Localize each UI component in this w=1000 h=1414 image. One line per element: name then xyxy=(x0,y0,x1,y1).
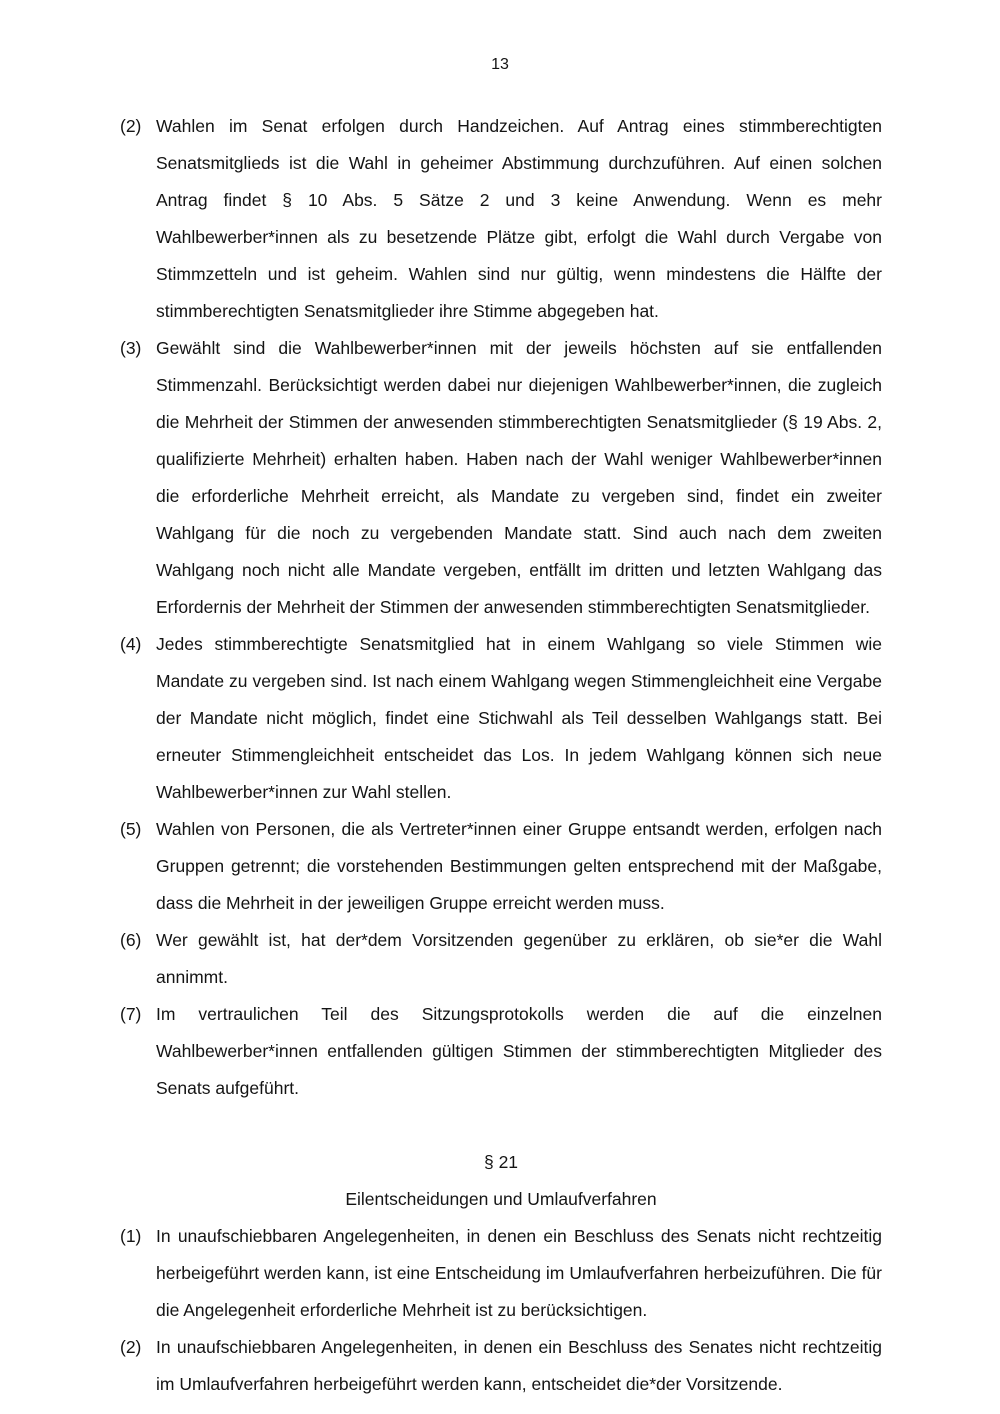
paragraph-text: In unaufschiebbaren Angelegenheiten, in denen ein Beschluss des Senates nicht rechtzeitig im Umlaufverfahren herbeigeführt werden kann, entscheidet die*der Vorsitzende. xyxy=(156,1337,882,1394)
paragraph-text: Gewählt sind die Wahlbewerber*innen mit der jeweils höchsten auf sie entfallenden Stimmenzahl. Berücksichtigt werden dabei nur diejenigen Wahlbewerber*innen, die zugleich die Mehrheit der Stimmen der anwesenden stimmberechtigten Senatsmitglieder (§ 19 Abs. 2, qualifizierte Mehrheit) erhalten haben. Haben nach der Wahl weniger Wahlbewerber*innen die erforderliche Mehrheit erreicht, als Mandate zu vergeben sind, findet ein zweiter Wahlgang für die noch zu vergebenden Mandate statt. Sind auch nach dem zweiten Wahlgang noch nicht alle Mandate vergeben, entfällt im dritten und letzten Wahlgang das Erfordernis der Mehrheit der Stimmen der anwesenden stimmberechtigten Senatsmitglieder. xyxy=(156,338,882,617)
paragraph-text: Jedes stimmberechtigte Senatsmitglied hat in einem Wahlgang so viele Stimmen wie Mandate zu vergeben sind. Ist nach einem Wahlgang wegen Stimmengleichheit eine Vergabe der Mandate nicht möglich, findet eine Stichwahl als Teil desselben Wahlgangs statt. Bei erneuter Stimmengleichheit entscheidet das Los. In jedem Wahlgang können sich neue Wahlbewerber*innen zur Wahl stellen. xyxy=(156,634,882,802)
paragraph-marker: (2) xyxy=(120,116,142,136)
paragraph-item xyxy=(120,108,882,330)
page-number: 13 xyxy=(491,56,509,73)
paragraph-text: Wahlen von Personen, die als Vertreter*innen einer Gruppe entsandt werden, erfolgen nach Gruppen getrennt; die vorstehenden Bestimmungen gelten entsprechend mit der Maßgabe, dass die Mehrheit in der jeweiligen Gruppe erreicht werden muss. xyxy=(156,819,882,913)
paragraph-item xyxy=(120,626,882,811)
paragraph-item xyxy=(120,996,882,1107)
paragraph-marker: (3) xyxy=(120,338,142,358)
paragraph-marker: (4) xyxy=(120,634,142,654)
paragraph-marker: (6) xyxy=(120,930,142,950)
section-heading: § 21 xyxy=(483,1152,519,1172)
paragraph-marker: (1) xyxy=(120,1226,142,1246)
paragraph-item xyxy=(120,922,882,996)
paragraph-item xyxy=(120,811,882,922)
paragraph-marker: (5) xyxy=(120,819,142,839)
paragraph-marker: (2) xyxy=(120,1337,142,1357)
paragraph-item xyxy=(120,330,882,626)
paragraph-text: Wahlen im Senat erfolgen durch Handzeichen. Auf Antrag eines stimmberechtigten Senatsmitglieds ist die Wahl in geheimer Abstimmung durchzuführen. Auf einen solchen Antrag findet § 10 Abs. 5 Sätze 2 und 3 keine Anwendung. Wenn es mehr Wahlbewerber*innen als zu besetzende Plätze gibt, erfolgt die Wahl durch Vergabe von Stimmzetteln und ist geheim. Wahlen sind nur gültig, wenn mindestens die Hälfte der stimmberechtigten Senatsmitglieder ihre Stimme abgegeben hat. xyxy=(156,116,882,321)
paragraph-marker: (7) xyxy=(120,1004,142,1024)
section-title: Eilentscheidungen und Umlaufverfahren xyxy=(345,1189,657,1209)
paragraph-item xyxy=(120,1329,882,1403)
paragraph-text: In unaufschiebbaren Angelegenheiten, in denen ein Beschluss des Senats nicht rechtzeitig herbeigeführt werden kann, ist eine Entscheidung im Umlaufverfahren herbeizuführen. Die für die Angelegenheit erforderliche Mehrheit ist zu berücksichtigen. xyxy=(156,1226,882,1320)
paragraph-text: Wer gewählt ist, hat der*dem Vorsitzenden gegenüber zu erklären, ob sie*er die Wahl annimmt. xyxy=(156,930,882,987)
document-body xyxy=(120,108,882,1403)
paragraph-item xyxy=(120,1218,882,1329)
paragraph-text: Im vertraulichen Teil des Sitzungsprotokolls werden die auf die einzelnen Wahlbewerber*innen entfallenden gültigen Stimmen der stimmberechtigten Mitglieder des Senats aufgeführt. xyxy=(156,1004,882,1098)
section-21 xyxy=(120,1144,882,1218)
